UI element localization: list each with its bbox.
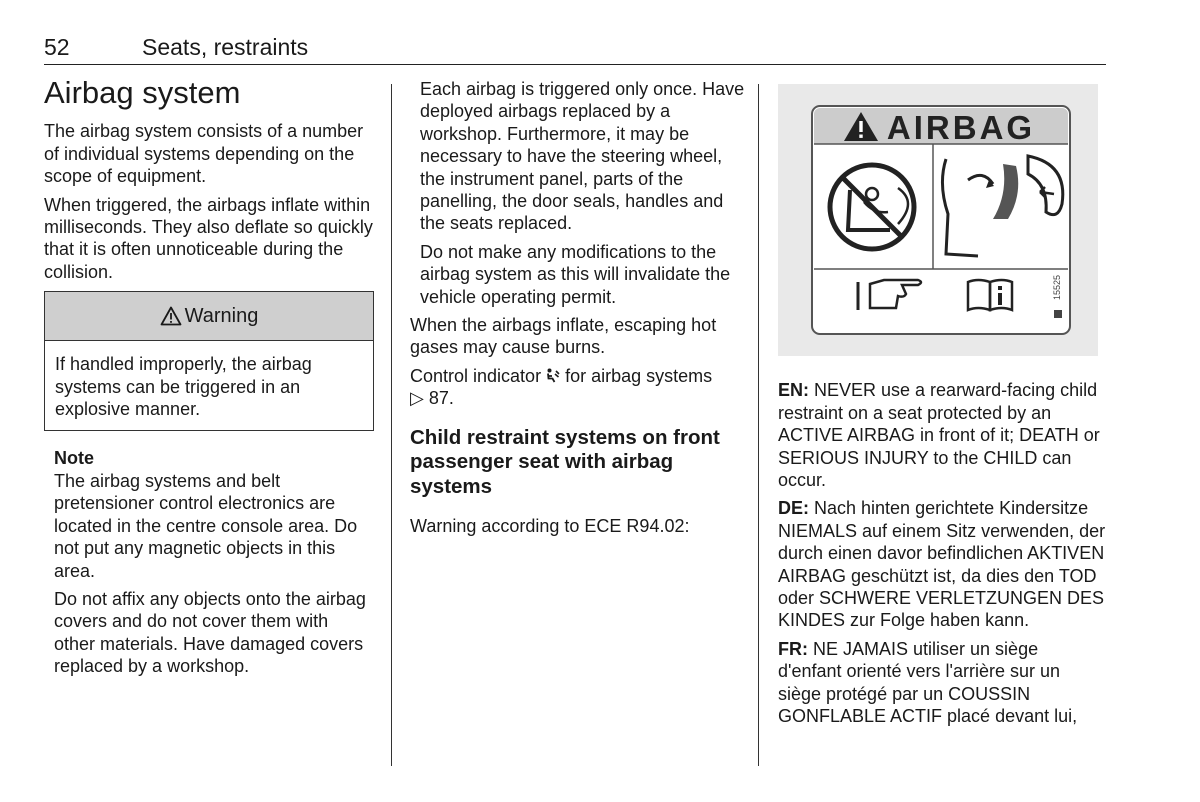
language-paragraph-de: DE: Nach hinten gerichtete Kindersitze NIEMALS auf einem Sitz verwenden, der durch einen davor befindlichen AKTIVEN AIRBAG geschützt ist, da dies den TOD oder SCHWERE VERLETZUNGEN DES KINDES zur Folge haben kann. (778, 498, 1106, 631)
note-paragraph: The airbag systems and belt pretensioner control electronics are located in the centre console area. Do not put any magnetic objects in this area. (54, 470, 358, 581)
warning-box (44, 291, 374, 431)
page-title: Airbag system (44, 75, 241, 110)
note-block (44, 447, 374, 677)
figure-code: 15525 (1052, 274, 1062, 300)
column-divider (758, 84, 759, 766)
paragraph: When triggered, the airbags inflate within milliseconds. They also deflate so quickly that it is often unnoticeable during the collision. (44, 194, 373, 282)
note-title: Note (54, 448, 94, 469)
warning-triangle-icon (160, 306, 182, 326)
airbag-indicator-icon (546, 368, 560, 383)
note-paragraph: Do not affix any objects onto the airbag covers and do not cover them with other materials. Have damaged covers replaced by a workshop. (54, 588, 366, 677)
warning-header (45, 292, 373, 341)
paragraph: Do not make any modifications to the airbag system as this will invalidate the vehicle operating permit. (420, 241, 731, 307)
column-middle (410, 78, 746, 544)
column-right (778, 78, 1106, 734)
column-divider (391, 84, 392, 766)
page-number: 52 (44, 34, 70, 60)
language-paragraph-fr: FR: NE JAMAIS utiliser un siège d'enfant orienté vers l'arrière sur un siège protégé par un COUSSIN GONFLABLE ACTIF placé devant lui, (778, 638, 1078, 727)
control-indicator-paragraph: Control indicator for airbag systems ▷ 87. (410, 365, 713, 409)
language-paragraph-en: EN: NEVER use a rearward-facing child restraint on a seat protected by an ACTIVE AIRBAG in front of it; DEATH or SERIOUS INJURY to the CHILD can occur. (778, 380, 1100, 491)
page-reference-arrow-icon: ▷ (410, 388, 429, 409)
airbag-warning-label-figure (778, 84, 1098, 356)
airbag-label-text: AIRBAG (886, 109, 1036, 146)
section-title: Seats, restraints (142, 34, 309, 60)
page-header (44, 34, 1106, 65)
warning-text: If handled improperly, the airbag systems can be triggered in an explosive manner. (55, 354, 312, 420)
paragraph: When the airbags inflate, escaping hot gases may cause burns. (410, 315, 717, 358)
paragraph: Warning according to ECE R94.02: (410, 516, 690, 537)
page-reference[interactable]: 87. (428, 388, 454, 409)
warning-title: Warning (184, 305, 259, 328)
column-left (44, 75, 374, 684)
paragraph: Each airbag is triggered only once. Have deployed airbags replaced by a workshop. Furthermore, it may be necessary to have the steering wheel, the instrument panel, parts of the panelling, the door seals, handles and the seats replaced. (420, 79, 745, 234)
section-heading: Child restraint systems on front passenger seat with airbag systems (410, 425, 720, 498)
paragraph: The airbag system consists of a number of individual systems depending on the scope of equipment. (44, 121, 364, 187)
